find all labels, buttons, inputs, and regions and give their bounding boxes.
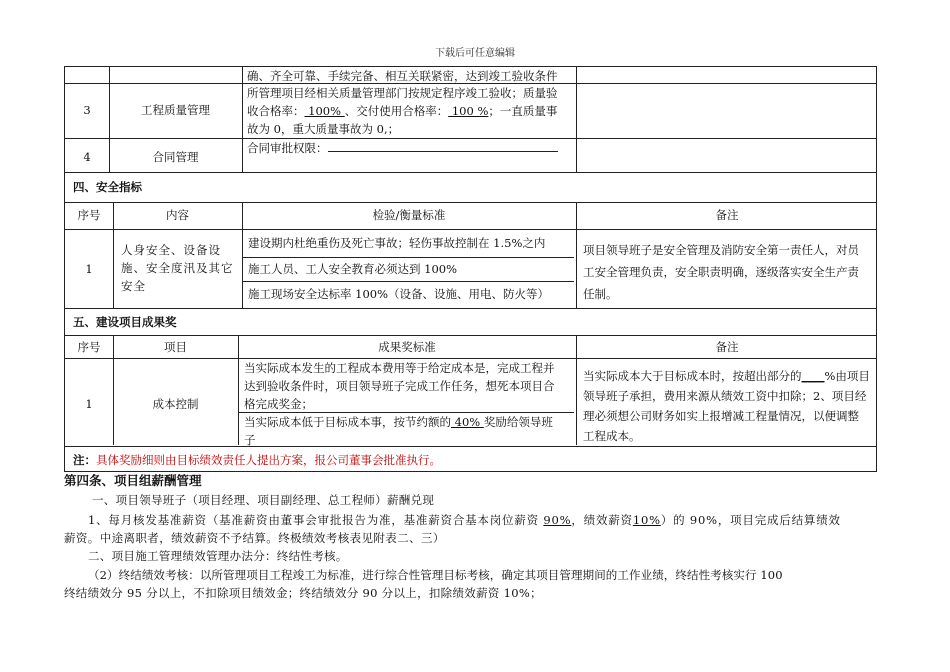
header-standard: 检验/衡量标准 xyxy=(372,208,446,222)
paragraph-5: 终结绩效分 95 分以上，不扣除项目绩效金；终结绩效分 90 分以上，扣除绩效薪资 10%； xyxy=(64,586,542,600)
standard-3: 施工现场安全达标率 100%（设备、设施、用电、防火等） xyxy=(248,287,550,301)
reward-table xyxy=(64,308,877,472)
row-num: 4 xyxy=(83,150,91,164)
header-num: 序号 xyxy=(77,208,101,222)
section-title: 五、建设项目成果奖 xyxy=(73,315,177,329)
page-header: 下载后可任意编辑 xyxy=(435,48,515,59)
row-item: 工程质量管理 xyxy=(141,103,210,117)
safety-table xyxy=(64,172,877,309)
contract-text: 合同审批权限： xyxy=(247,139,577,157)
paragraph-3: 二、项目施工管理绩效管理办法分：终结性考核。 xyxy=(88,549,348,563)
standard-2: 当实际成本低于目标成本事，按节约额的 40% 奖励给领导班 子 xyxy=(244,415,553,447)
standard-1: 当实际成本发生的工程成本费用等于给定成本是，完成工程并 达到验收条件时，项目领导班子完成工作任务，想死本项目合 格完成奖金； xyxy=(244,361,555,411)
header-item: 项目 xyxy=(164,340,187,354)
header-content: 内容 xyxy=(166,208,189,222)
paragraph-2-cont: 薪资。中途离职者，绩效薪资不予结算。终极绩效考核表见附表二、三） xyxy=(64,531,445,545)
row-num: 1 xyxy=(85,262,93,276)
content-text: 人身安全、设备设 施、安全度汛及其它 安全 xyxy=(121,243,234,293)
quality-text: 所管理项目经相关质量管理部门按规定程序竣工验收；质量验 收合格率： 100% 、交付使用合格率： 100 %；一直质量事 故为 0，重大质量事故为 0,； xyxy=(247,86,558,136)
section-title: 四、安全指标 xyxy=(73,180,142,194)
header-remark: 备注 xyxy=(715,340,739,354)
paragraph-2: 1、每月核发基准薪资（基准薪资由董事会审批报告为准，基准薪资合基本岗位薪资 90%，绩效薪资10%）的 90%，项目完成后结算绩效 xyxy=(88,513,841,527)
row-item: 合同管理 xyxy=(152,150,199,164)
row-num: 1 xyxy=(85,397,93,411)
article-title: 第四条、项目组薪酬管理 xyxy=(64,473,202,488)
header-remark: 备注 xyxy=(715,208,739,222)
row-num: 3 xyxy=(83,103,91,117)
paragraph-1: 一、项目领导班子（项目经理、项目副经理、总工程师）薪酬兑现 xyxy=(92,493,435,507)
header-standard: 成果奖标准 xyxy=(378,340,436,354)
row-item: 成本控制 xyxy=(152,397,199,411)
remark-text: 当实际成本大于目标成本时，按超出部分的____%由项目 领导班子承担，费用来源从绩效工资中扣除；2、项目经 理必须想公司财务如实上报增减工程量情况，以便调整 工程成本。 xyxy=(583,369,870,443)
standard-2: 施工人员、工人安全教育必须达到 100% xyxy=(248,262,458,276)
paragraph-4: （2）终结绩效考核：以所管理项目工程竣工为标准，进行综合性管理目标考核，确定其项目管理期间的工作业绩，终结性考核实行 100 xyxy=(88,568,783,582)
row0-text: 确、齐全可靠、手续完备、相互关联紧密，达到竣工验收条件 xyxy=(247,69,558,83)
header-num: 序号 xyxy=(77,340,101,354)
quality-contract-table xyxy=(64,66,877,173)
note: 注：具体奖励细则由目标绩效责任人提出方案，报公司董事会批准执行。 xyxy=(73,453,441,467)
remark-text: 项目领导班子是安全管理及消防安全第一责任人，对员 工安全管理负责，安全职责明确，逐级落实安全生产责 任制。 xyxy=(583,243,859,301)
standard-1: 建设期内杜绝重伤及死亡事故；轻伤事故控制在 1.5%之内 xyxy=(248,236,546,250)
